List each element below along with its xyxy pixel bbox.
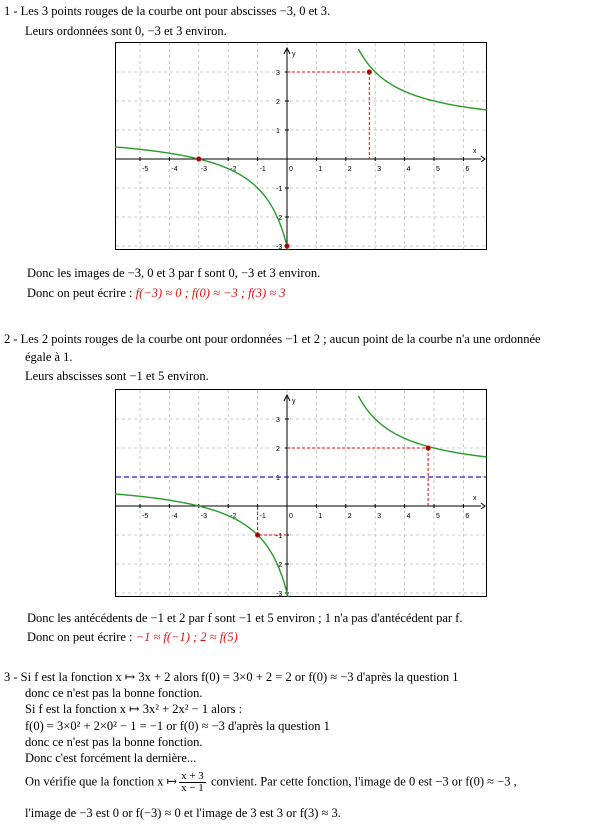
section1-title: 1 - Les 3 points rouges de la courbe ont pour abscisses −3, 0 et 3. xyxy=(4,4,331,18)
y-tick-label: -2 xyxy=(276,215,283,222)
section1-formula: f(−3) ≈ 0 ; f(0) ≈ −3 ; f(3) ≈ 3 xyxy=(135,286,286,300)
section2-abscissas: Leurs abscisses sont −1 et 5 environ. xyxy=(25,369,209,383)
x-tick-label: 0 xyxy=(289,513,293,520)
y-tick-label: 1 xyxy=(276,128,280,135)
curve-point xyxy=(426,446,430,450)
section2-title-cont: égale à 1. xyxy=(25,350,73,364)
section2-title: 2 - Les 2 points rouges de la courbe ont pour ordonnées −1 et 2 ; aucun point de la courbe n'a une ordonnée xyxy=(4,332,541,346)
x-tick-label: -4 xyxy=(171,513,178,520)
x-axis-label: x xyxy=(473,495,477,502)
y-tick-label: -1 xyxy=(276,186,283,193)
x-axis-label: x xyxy=(473,148,477,155)
y-tick-label: 3 xyxy=(276,417,280,424)
y-tick-label: -1 xyxy=(276,533,283,540)
section3-line7: On vérifie que la fonction x ↦ $\frac{x + 3}{x - 1}$ convient. Par cette fonction, l'image de 0 est −3 or f(0) ≈ −3 , xyxy=(25,770,517,794)
section3-line8: l'image de −3 est 0 or f(−3) ≈ 0 et l'image de 3 est 3 or f(3) ≈ 3. xyxy=(25,806,341,820)
x-tick-label: -2 xyxy=(230,166,237,173)
curve-point xyxy=(285,244,289,248)
x-tick-label: 5 xyxy=(436,166,440,173)
x-tick-label: 0 xyxy=(289,166,293,173)
x-tick-label: -3 xyxy=(200,513,208,520)
x-tick-label: 6 xyxy=(465,166,470,173)
x-tick-label: -2 xyxy=(230,513,237,520)
x-tick-label: 4 xyxy=(406,166,411,173)
x-tick-label: 2 xyxy=(347,166,352,173)
graph-2 xyxy=(115,389,487,597)
x-tick-label: 1 xyxy=(318,166,323,173)
y-tick-label: 2 xyxy=(276,446,280,453)
section3-line4: f(0) = 3×0² + 2×0² − 1 = −1 or f(0) ≈ −3 d'après la question 1 xyxy=(25,719,330,733)
curve-point xyxy=(255,533,259,537)
graph-frame xyxy=(116,390,487,597)
y-tick-label: -2 xyxy=(276,562,283,569)
section2-formula-line: Donc on peut écrire : −1 ≈ f(−1) ; 2 ≈ f(5) xyxy=(27,630,238,644)
x-tick-label: -5 xyxy=(142,513,149,520)
x-tick-label: 4 xyxy=(406,513,411,520)
x-tick-label: 6 xyxy=(465,513,470,520)
section3-line5: donc ce n'est pas la bonne fonction. xyxy=(25,735,203,749)
section1-formula-line: Donc on peut écrire : f(−3) ≈ 0 ; f(0) ≈ −3 ; f(3) ≈ 3 xyxy=(27,286,286,300)
section2-formula: −1 ≈ f(−1) ; 2 ≈ f(5) xyxy=(135,630,238,644)
section3-line3: Si f est la fonction x ↦ 3x² + 2x² − 1 alors : xyxy=(25,702,243,716)
y-axis-label: y xyxy=(292,398,296,405)
y-axis-label: y xyxy=(292,51,296,58)
x-tick-label: -1 xyxy=(259,166,266,173)
section3-line6: Donc c'est forcément la dernière... xyxy=(25,751,197,765)
x-tick-label: -1 xyxy=(259,513,266,520)
curve-point xyxy=(367,70,371,74)
graph-1 xyxy=(115,42,487,250)
section3-line1: 3 - Si f est la fonction x ↦ 3x + 2 alors f(0) = 3×0 + 2 = 2 or f(0) ≈ −3 d'après la question 1 xyxy=(4,670,459,684)
section1-ordinates: Leurs ordonnées sont 0, −3 et 3 environ. xyxy=(25,24,227,38)
x-tick-label: 3 xyxy=(377,513,382,520)
y-tick-label: -3 xyxy=(276,591,283,597)
section1-conclusion: Donc les images de −3, 0 et 3 par f sont 0, −3 et 3 environ. xyxy=(27,266,321,280)
y-tick-label: 1 xyxy=(276,475,280,482)
x-tick-label: -3 xyxy=(200,166,208,173)
y-tick-label: 2 xyxy=(276,99,280,106)
x-tick-label: 2 xyxy=(347,513,352,520)
x-tick-label: 5 xyxy=(436,513,440,520)
y-tick-label: 3 xyxy=(276,70,280,77)
section3-line2: donc ce n'est pas la bonne fonction. xyxy=(25,686,203,700)
x-tick-label: -4 xyxy=(171,166,178,173)
fraction: $\frac{x + 3}{x - 1}$ xyxy=(181,770,204,794)
x-tick-label: 1 xyxy=(318,513,323,520)
x-tick-label: -5 xyxy=(142,166,149,173)
section2-conclusion: Donc les antécédents de −1 et 2 par f sont −1 et 5 environ ; 1 n'a pas d'antécédent par f. xyxy=(27,611,463,625)
curve-point xyxy=(197,157,201,161)
x-tick-label: 3 xyxy=(377,166,382,173)
graph-frame xyxy=(116,43,487,250)
y-tick-label: -3 xyxy=(276,244,283,250)
